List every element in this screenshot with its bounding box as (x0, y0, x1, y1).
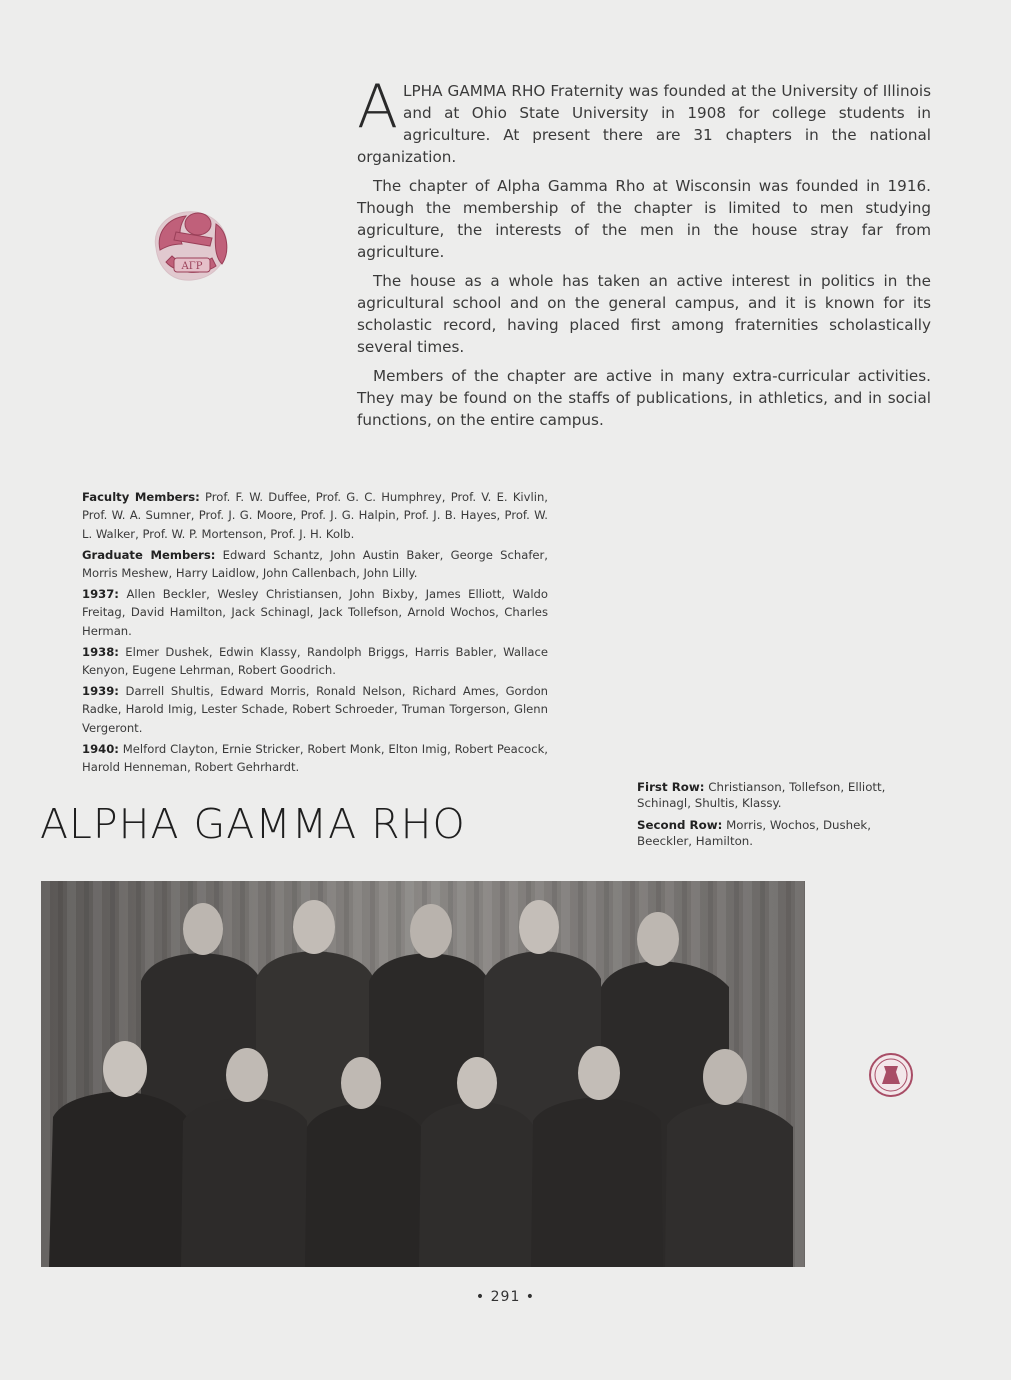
class-1939 (82, 682, 548, 737)
chapter-seal-icon (868, 1052, 914, 1098)
svg-text:ΑΓΡ: ΑΓΡ (181, 261, 203, 272)
class-1940 (82, 740, 548, 777)
first-row-label: First Row: (637, 780, 705, 794)
class-1938 (82, 643, 548, 680)
caption-first-row (637, 780, 892, 811)
graduate-label: Graduate Members: (82, 547, 216, 562)
group-photo (41, 881, 805, 1267)
first-row-names: Christianson, Tollefson, Elliott, Schinagl, Shultis, Klassy. (637, 780, 886, 810)
intro-paragraph-1 (357, 72, 931, 168)
drop-cap: A (357, 72, 399, 142)
caption-second-row (637, 818, 892, 849)
class-1937 (82, 585, 548, 640)
members-list (82, 488, 548, 779)
class-1938-label: 1938: (82, 644, 119, 659)
faculty-members (82, 488, 548, 543)
graduate-members (82, 546, 548, 583)
intro-paragraph-4: Members of the chapter are active in many extra-curricular activities. They may be found on the staffs of publications, in athletics, and in social functions, on the entire campus. (357, 367, 931, 429)
class-1939-label: 1939: (82, 684, 119, 699)
class-1938-names: Elmer Dushek, Edwin Klassy, Randolph Briggs, Harris Babler, Wallace Kenyon, Eugene Lehrman, Robert Goodrich. (82, 644, 548, 678)
intro-paragraph-1-text: LPHA GAMMA RHO Fraternity was founded at the University of Illinois and at Ohio State University in 1908 for college students in agriculture. At present there are 31 chapters in the national organization. (357, 82, 931, 166)
photo-caption (637, 780, 892, 856)
faculty-label: Faculty Members: (82, 490, 200, 504)
page-number: • 291 • (475, 1289, 536, 1305)
faculty-names: Prof. F. W. Duffee, Prof. G. C. Humphrey, Prof. V. E. Kivlin, Prof. W. A. Sumner, Prof. J. G. Moore, Prof. J. G. Halpin, Prof. J. B. Hayes, Prof. W. L. Walker, Prof. W. P. Mortenson, Prof. J. H. Kolb. (82, 490, 548, 541)
intro-paragraph-2: The chapter of Alpha Gamma Rho at Wisconsin was founded in 1916. Though the membership of the chapter is limited to men studying agriculture, the interests of the men in the house stray far from agriculture. (357, 177, 931, 261)
page-title: ALPHA GAMMA RHO (40, 800, 466, 848)
intro-paragraph-3: The house as a whole has taken an active interest in politics in the agricultural school and on the general campus, and it is known for its scholastic record, having placed first among fraternities scholastically several times. (357, 272, 931, 356)
class-1939-names: Darrell Shultis, Edward Morris, Ronald Nelson, Richard Ames, Gordon Radke, Harold Imig, Lester Schade, Robert Schroeder, Truman Torgerson, Glenn Vergeront. (82, 684, 549, 735)
class-1937-names: Allen Beckler, Wesley Christiansen, John Bixby, James Elliott, Waldo Freitag, David Hamilton, Jack Schinagl, Jack Tollefson, Arnold Wochos, Charles Herman. (82, 587, 549, 638)
class-1940-label: 1940: (82, 741, 119, 756)
fraternity-crest-icon (146, 204, 234, 284)
class-1937-label: 1937: (82, 587, 119, 602)
second-row-label: Second Row: (637, 818, 723, 833)
intro-text (357, 72, 931, 438)
second-row-names: Morris, Wochos, Dushek, Beeckler, Hamilton. (637, 818, 871, 848)
graduate-names: Edward Schantz, John Austin Baker, George Schafer, Morris Meshew, Harry Laidlow, John Callenbach, John Lilly. (82, 547, 548, 581)
class-1940-names: Melford Clayton, Ernie Stricker, Robert Monk, Elton Imig, Robert Peacock, Harold Henneman, Robert Gehrhardt. (82, 741, 548, 775)
